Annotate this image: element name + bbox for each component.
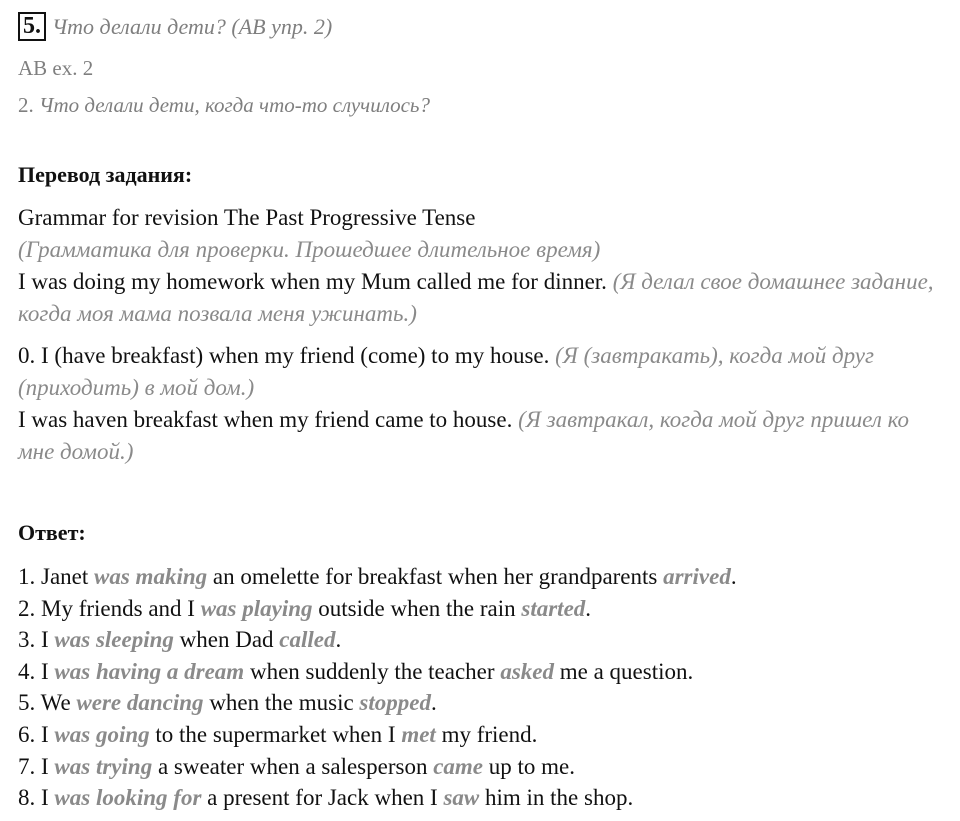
list-item — [18, 687, 737, 719]
item-text: when Dad — [173, 627, 280, 653]
list-item — [18, 656, 737, 688]
zero-task-translation: (Я (завтракать), когда мой друг (приходить) в мой дом.) — [18, 343, 874, 400]
list-item — [18, 624, 737, 656]
answer-verb: came — [433, 753, 484, 779]
item-text: up to me. — [483, 753, 576, 779]
item-text: . — [585, 595, 592, 621]
translation-block — [18, 202, 938, 330]
item-text: I — [35, 785, 55, 811]
item-text: him in the shop. — [479, 785, 634, 811]
item-text: a sweater when a salesperson — [152, 753, 434, 779]
item-text: me a question. — [553, 658, 694, 684]
item-number: 7. — [18, 753, 36, 779]
item-text: when the music — [203, 690, 360, 716]
item-text: my friend. — [435, 721, 538, 747]
list-item — [18, 751, 737, 783]
question-line — [18, 93, 430, 118]
answer-verb: was looking for — [54, 785, 202, 811]
item-text: to the supermarket when I — [149, 721, 402, 747]
item-number: 4. — [18, 658, 36, 684]
answer-verb: asked — [500, 658, 554, 684]
item-text: . — [335, 627, 342, 653]
list-item — [18, 593, 737, 625]
answer-verb: called — [279, 627, 336, 653]
item-text: I — [35, 627, 55, 653]
grammar-title-translation: (Грамматика для проверки. Прошедшее длительное время) — [18, 237, 601, 262]
zero-task — [18, 340, 938, 404]
item-text: . — [430, 690, 437, 716]
item-number: 8. — [18, 785, 36, 811]
answer-verb: was going — [54, 721, 150, 747]
item-number: 5. — [18, 690, 36, 716]
answer-verb: started — [521, 595, 586, 621]
example-sentence — [18, 266, 938, 330]
task-header — [18, 12, 332, 41]
zero-block — [18, 340, 938, 468]
task-title: Что делали дети? (AB упр. 2) — [52, 13, 333, 39]
answer-verb: was making — [94, 564, 208, 589]
zero-task-text: 0. I (have breakfast) when my friend (come) to my house. — [18, 343, 550, 368]
list-item — [18, 719, 737, 751]
question-number: 2. — [18, 93, 34, 117]
item-number: 6. — [18, 721, 36, 747]
item-text: . — [730, 564, 737, 589]
item-number: 1. — [18, 564, 36, 589]
item-text: Janet — [35, 564, 95, 589]
answer-verb: stopped — [359, 690, 431, 716]
item-text: a present for Jack when I — [201, 785, 444, 811]
answer-verb: were dancing — [76, 690, 204, 716]
answer-verb: met — [401, 721, 436, 747]
answer-verb: arrived — [663, 564, 731, 589]
item-text: outside when the rain — [312, 595, 522, 621]
grammar-title: Grammar for revision The Past Progressive Tense — [18, 205, 476, 230]
answer-verb: was trying — [54, 753, 153, 779]
item-text: My friends and I — [35, 595, 201, 621]
item-text: We — [35, 690, 77, 716]
example-translation: (Я делал свое домашнее задание, когда моя мама позвала меня ужинать.) — [18, 269, 934, 326]
answer-verb: was having a dream — [54, 658, 245, 684]
task-number-badge: 5. — [18, 12, 46, 41]
question-text: Что делали дети, когда что-то случилось? — [33, 93, 430, 117]
item-text: I — [35, 753, 55, 779]
answer-verb: was playing — [200, 595, 313, 621]
item-number: 2. — [18, 595, 36, 621]
list-item — [18, 782, 737, 814]
item-number: 3. — [18, 627, 36, 653]
translation-heading: Перевод задания: — [18, 162, 193, 187]
answer-list — [18, 561, 737, 814]
answer-verb: was sleeping — [54, 627, 174, 653]
example-text: I was doing my homework when my Mum called me for dinner. — [18, 269, 607, 294]
ab-exercise-label: AB ex. 2 — [18, 56, 94, 80]
zero-answer — [18, 404, 938, 468]
item-text: when suddenly the teacher — [244, 658, 501, 684]
item-text: an omelette for breakfast when her grandparents — [207, 564, 664, 589]
zero-answer-translation: (Я завтракал, когда мой друг пришел ко мне домой.) — [18, 407, 909, 464]
answer-heading: Ответ: — [18, 520, 86, 545]
zero-answer-text: I was haven breakfast when my friend came to house. — [18, 407, 513, 432]
list-item — [18, 561, 737, 593]
answer-verb: saw — [443, 785, 480, 811]
item-text: I — [35, 658, 55, 684]
item-text: I — [35, 721, 55, 747]
